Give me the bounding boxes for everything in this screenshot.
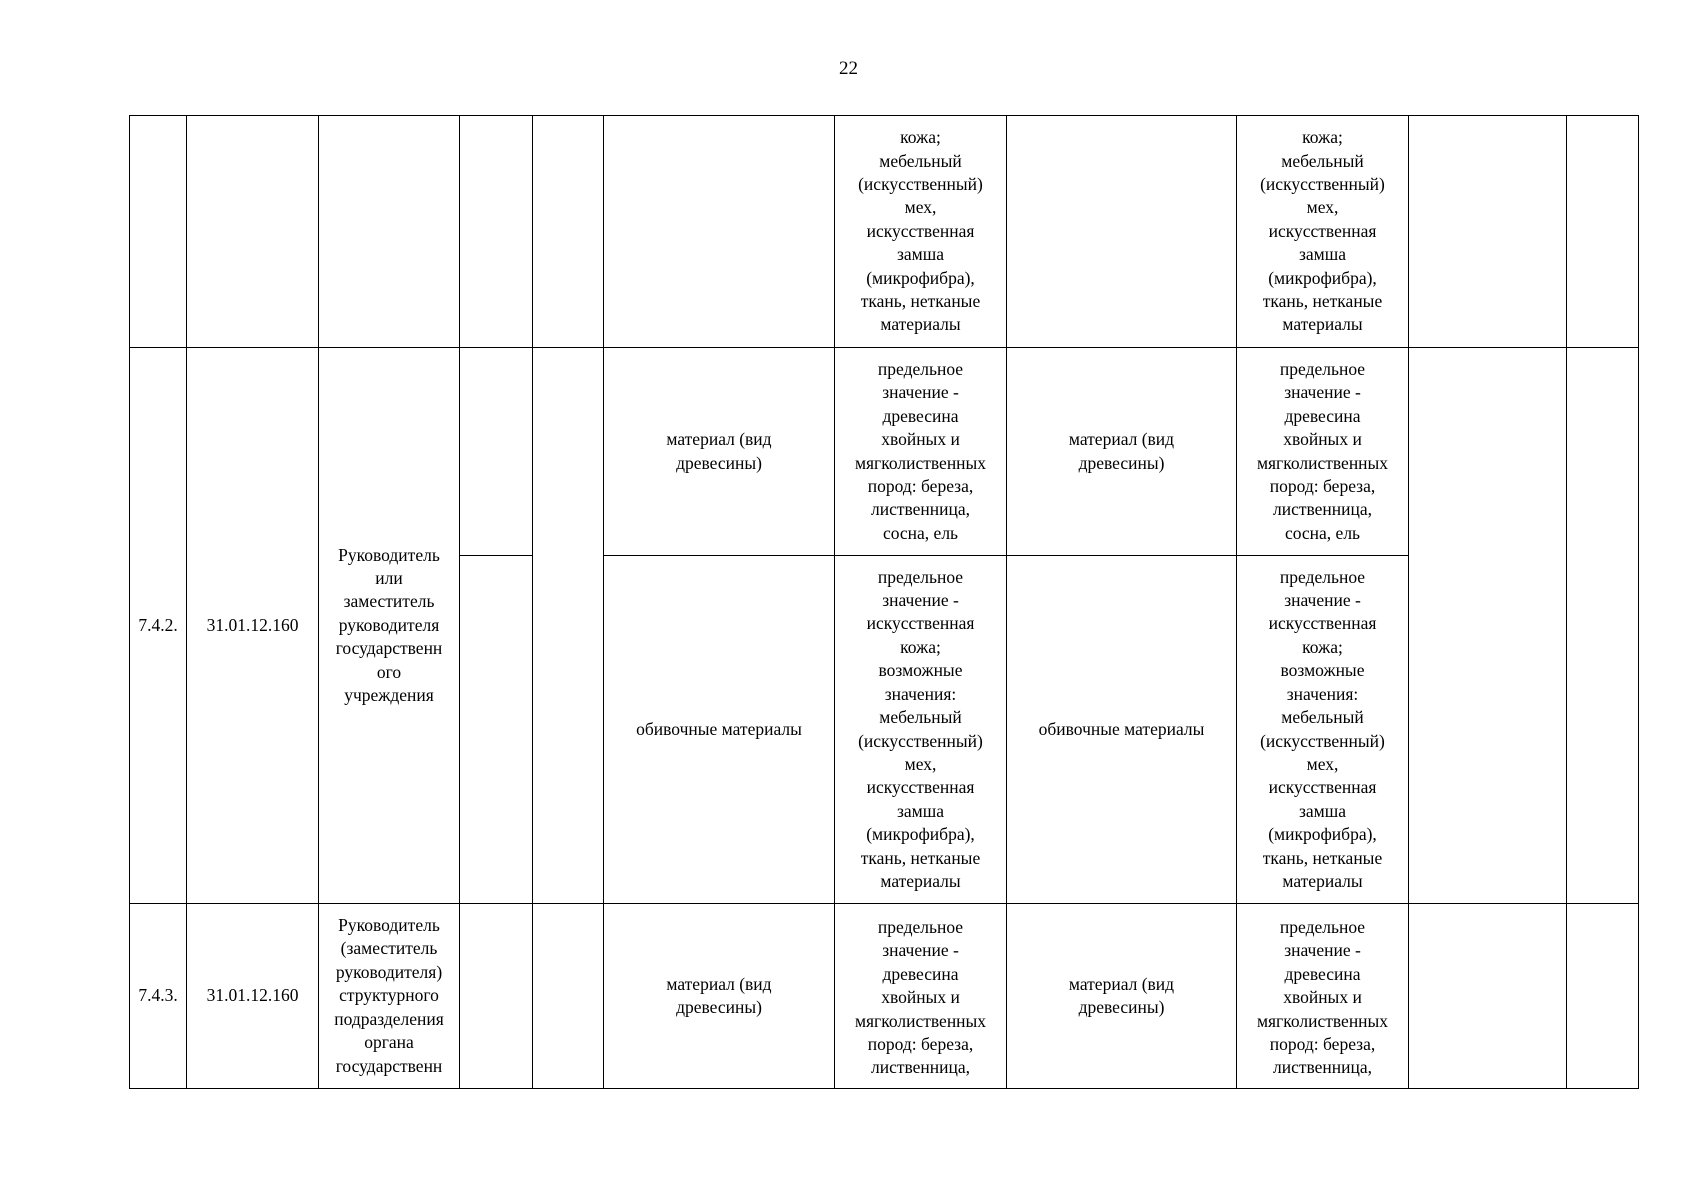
row-number: 7.4.3. [130, 904, 187, 1089]
okpd2-code: 31.01.12.160 [187, 348, 319, 904]
value-cell: предельное значение - древесина хвойных и мягколиственных пород: береза, лиственница, [1237, 904, 1409, 1089]
cell-empty [604, 116, 835, 348]
cell-empty [533, 116, 604, 348]
value-cell: предельное значение - искусственная кожа; возможные значения: мебельный (искусственный) мех, искусственная замша (микрофибра), ткань, нетканые материалы [1237, 556, 1409, 904]
value-cell: предельное значение - древесина хвойных и мягколиственных пород: береза, лиственница, сосна, ель [1237, 348, 1409, 556]
table-row [130, 348, 1639, 556]
value-cell: предельное значение - искусственная кожа; возможные значения: мебельный (искусственный) мех, искусственная замша (микрофибра), ткань, нетканые материалы [835, 556, 1007, 904]
cell-empty [319, 116, 460, 348]
table-row [130, 116, 1639, 348]
cell-empty [460, 556, 533, 904]
position-cell: Руководитель (заместитель руководителя) структурного подразделения органа государственн [319, 904, 460, 1089]
value-cell: предельное значение - древесина хвойных и мягколиственных пород: береза, лиственница, сосна, ель [835, 348, 1007, 556]
position-cell: Руководитель или заместитель руководителя государственн ого учреждения [319, 348, 460, 904]
cell-empty [1409, 904, 1567, 1089]
cell-empty [1007, 116, 1237, 348]
characteristic-cell: материал (вид древесины) [1007, 348, 1237, 556]
requirements-table [129, 115, 1639, 1089]
value-cell: кожа; мебельный (искусственный) мех, искусственная замша (микрофибра), ткань, нетканые материалы [1237, 116, 1409, 348]
cell-empty [460, 348, 533, 556]
cell-empty [460, 904, 533, 1089]
cell-empty [1409, 116, 1567, 348]
cell-empty [1567, 348, 1639, 904]
cell-empty [1567, 116, 1639, 348]
cell-empty [187, 116, 319, 348]
cell-empty [533, 904, 604, 1089]
characteristic-cell: обивочные материалы [1007, 556, 1237, 904]
value-cell: предельное значение - древесина хвойных и мягколиственных пород: береза, лиственница, [835, 904, 1007, 1089]
table-row [130, 904, 1639, 1089]
characteristic-cell: обивочные материалы [604, 556, 835, 904]
cell-empty [460, 116, 533, 348]
row-number: 7.4.2. [130, 348, 187, 904]
characteristic-cell: материал (вид древесины) [1007, 904, 1237, 1089]
characteristic-cell: материал (вид древесины) [604, 904, 835, 1089]
okpd2-code: 31.01.12.160 [187, 904, 319, 1089]
cell-empty [130, 116, 187, 348]
page-number: 22 [839, 58, 858, 79]
value-cell: кожа; мебельный (искусственный) мех, искусственная замша (микрофибра), ткань, нетканые материалы [835, 116, 1007, 348]
characteristic-cell: материал (вид древесины) [604, 348, 835, 556]
cell-empty [1409, 348, 1567, 904]
cell-empty [1567, 904, 1639, 1089]
cell-empty [533, 348, 604, 904]
